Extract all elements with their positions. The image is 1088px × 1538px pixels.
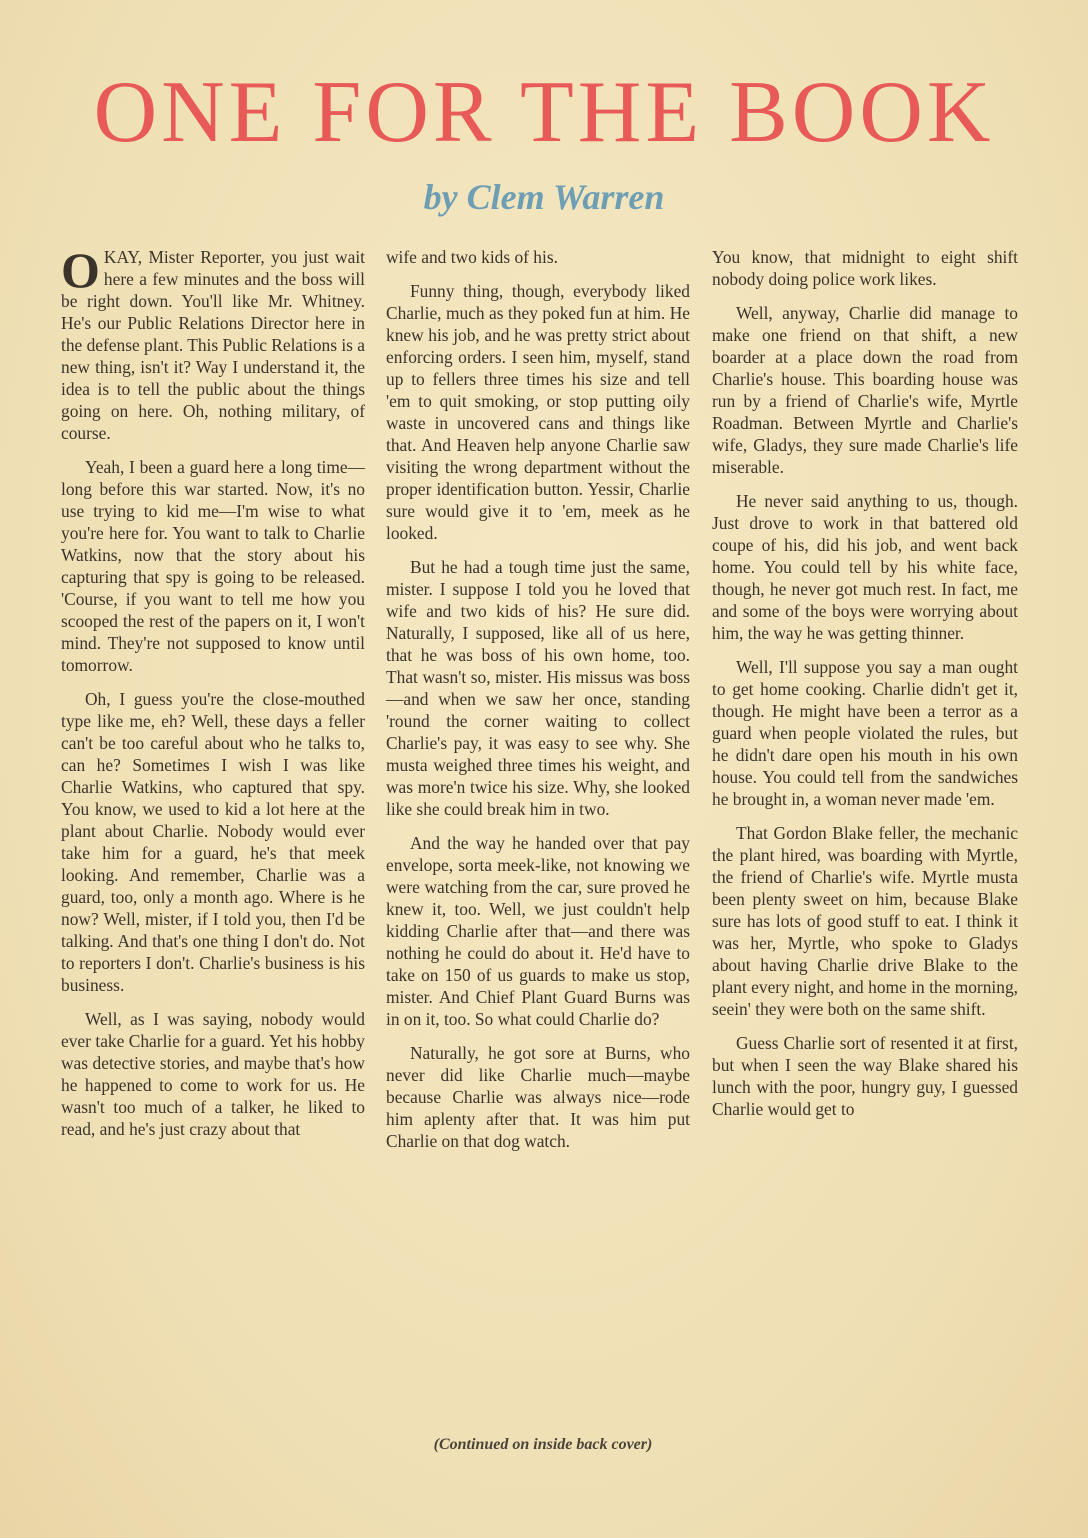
paragraph: Well, anyway, Charlie did manage to make one friend on that shift, a new boarder at a place down the road from Charlie's house. This boarding house was run by a friend of Charlie's wife, Myrtle Roadman. Between Myrtle and Charlie's wife, Gladys, they sure made Charlie's life miserable. [712, 303, 1018, 477]
paragraph: wife and two kids of his. [386, 247, 558, 267]
paragraph: You know, that midnight to eight shift nobody doing police work likes. [712, 247, 1018, 289]
paragraph: Well, as I was saying, nobody would ever take Charlie for a guard. Yet his hobby was detective stories, and maybe that's how he happened to come to work for us. He wasn't too much of a talker, he liked to read, and he's just crazy about that [61, 1009, 365, 1139]
column-2 [386, 246, 690, 1164]
article-byline: by Clem Warren [423, 177, 665, 217]
continued-note: (Continued on inside back cover) [433, 1436, 653, 1453]
paragraph: And the way he handed over that pay envelope, sorta meek-like, not knowing we were watching from the car, sure proved he knew it, too. Well, we just couldn't help kidding Charlie after that—and there was nothing he could do about it. He'd have to take on 150 of us guards to make us stop, mister. And Chief Plant Guard Burns was in on it, too. So what could Charlie do? [386, 833, 690, 1029]
column-3 [712, 246, 1018, 1132]
paragraph: He never said anything to us, though. Just drove to work in that battered old coupe of his, did his job, and went back home. You could tell by his white face, though, he never got much rest. In fact, me and some of the boys were worrying about him, the way he was getting thinner. [712, 491, 1018, 643]
paragraph: Oh, I guess you're the close-mouthed type like me, eh? Well, these days a feller can't be too careful about who he talks to, can he? Sometimes I wish I was like Charlie Watkins, who captured that spy. You know, we used to kid a lot here at the plant about Charlie. Nobody would ever take him for a guard, he's that meek looking. And remember, Charlie was a guard, too, only a month ago. Where is he now? Well, mister, if I told you, then I'd be talking. And that's one thing I don't do. Not to reporters I don't. Charlie's business is his business. [61, 689, 365, 995]
drop-cap: O [61, 242, 100, 298]
paragraph: Yeah, I been a guard here a long time—long before this war started. Now, it's no use trying to kid me—I'm wise to what you're here for. You want to talk to Charlie Watkins, now that the story about his capturing that spy is going to be released. 'Course, if you want to tell me how you scooped the rest of the papers on it, I won't mind. They're not supposed to know until tomorrow. [61, 457, 365, 675]
paragraph: Naturally, he got sore at Burns, who never did like Charlie much—maybe because Charlie was always nice—rode him aplenty after that. It was him put Charlie on that dog watch. [386, 1043, 690, 1151]
column-1 [61, 242, 365, 1152]
paragraph: Guess Charlie sort of resented it at first, but when I seen the way Blake shared his lunch with the poor, hungry guy, I guessed Charlie would get to [712, 1033, 1018, 1119]
paragraph-text: KAY, Mister Reporter, you just wait here a few minutes and the boss will be right down. You'll like Mr. Whitney. He's our Public Relations Director here in the defense plant. This Public Relations is a new thing, isn't it? Way I understand it, the idea is to tell the public about the things going on here. Oh, nothing military, of course. [61, 247, 365, 443]
paragraph: Well, I'll suppose you say a man ought to get home cooking. Charlie didn't get it, though. He might have been a terror as a guard when people violated the rules, but he didn't dare open his mouth in his own house. You could tell from the sandwiches he brought in, a woman never made 'em. [712, 657, 1018, 809]
paragraph: That Gordon Blake feller, the mechanic the plant hired, was boarding with Myrtle, the friend of Charlie's wife. Myrtle musta been plenty sweet on him, because Blake sure has lots of good stuff to eat. I think it was her, Myrtle, who spoke to Gladys about having Charlie drive Blake to the plant every night, and home in the morning, seein' they were both on the same shift. [712, 823, 1018, 1019]
paragraph [61, 242, 365, 444]
paragraph: Funny thing, though, everybody liked Charlie, much as they poked fun at him. He knew his job, and he was pretty strict about enforcing orders. I seen him, myself, stand up to fellers three times his size and tell 'em to quit smoking, or stop putting oily waste in uncovered cans and things like that. And Heaven help anyone Charlie saw visiting the wrong department without the proper identification button. Yessir, Charlie sure would give it to 'em, meek as he looked. [386, 281, 690, 543]
article-title: ONE FOR THE BOOK [93, 64, 995, 161]
paragraph: But he had a tough time just the same, mister. I suppose I told you he loved that wife and two kids of his? He sure did. Naturally, I supposed, like all of us here, that he was boss of his own home, too. That wasn't so, mister. His missus was boss—and when we saw her once, standing 'round the corner waiting to collect Charlie's pay, it was easy to see why. She musta weighed three times his weight, and was more'n twice his size. Why, she looked like she could break him in two. [386, 557, 690, 819]
